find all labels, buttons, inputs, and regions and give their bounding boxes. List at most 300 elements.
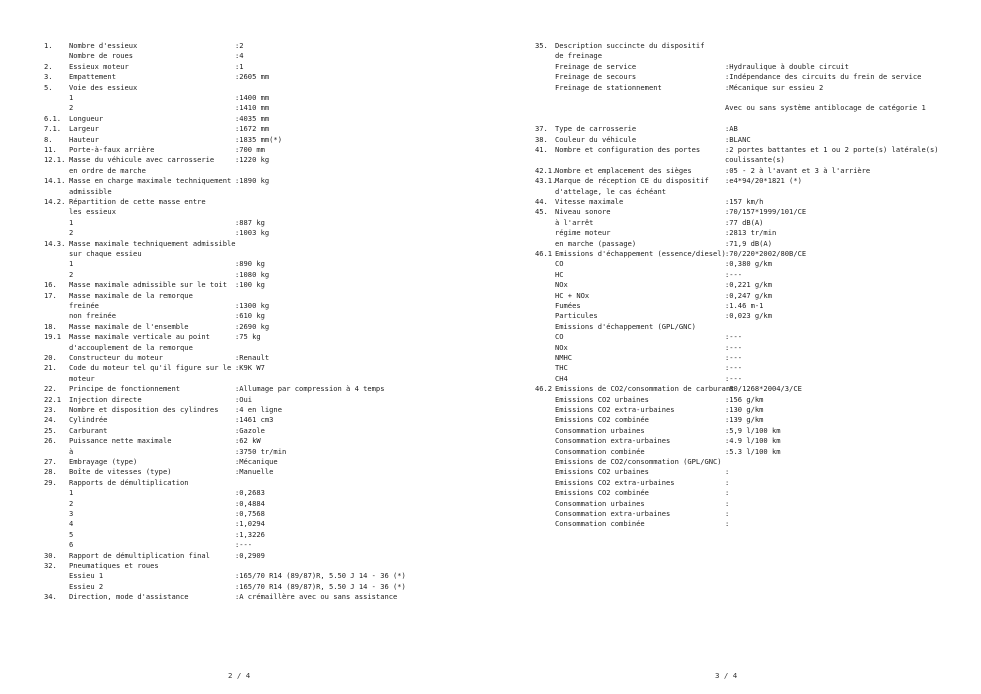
page-number: 2 / 4 xyxy=(228,671,251,680)
item-number: 7.1. xyxy=(44,124,62,134)
spec-row xyxy=(535,363,975,373)
item-label: Emissions CO2 combinée xyxy=(555,415,649,425)
item-label: HC + NOx xyxy=(555,290,590,300)
spec-row xyxy=(535,291,975,301)
item-label: NOx xyxy=(555,280,568,290)
item-value: :BLANC xyxy=(725,134,751,144)
item-number: 35. xyxy=(535,41,548,50)
item-label: à l'arrêt xyxy=(555,217,594,227)
spec-row xyxy=(535,395,975,405)
item-number: 2. xyxy=(44,61,53,71)
item-label: Hauteur xyxy=(69,134,99,144)
spec-row xyxy=(44,499,464,509)
spec-row xyxy=(44,478,464,488)
spec-row xyxy=(535,374,975,384)
spec-row xyxy=(44,114,464,124)
item-label: Emissions CO2 urbaines xyxy=(555,467,649,477)
spec-row xyxy=(44,384,464,394)
item-value: :1835 mm(*) xyxy=(235,134,282,144)
item-value: :e4*94/20*1821 (*) xyxy=(725,176,802,186)
item-label: Masse maximale techniquement admissible xyxy=(69,238,236,248)
item-label: Rapport de démultiplication final xyxy=(69,550,210,560)
item-label: Type de carrosserie xyxy=(555,124,637,134)
item-value: :156 g/km xyxy=(725,394,764,404)
spec-row xyxy=(535,436,975,446)
document-page-3 xyxy=(490,0,981,694)
spec-row xyxy=(44,249,464,259)
item-value: :5,9 l/100 km xyxy=(725,425,781,435)
spec-row xyxy=(44,51,464,61)
item-number: 17. xyxy=(44,290,57,300)
item-label: Essieu 2 xyxy=(69,581,104,591)
spec-row xyxy=(44,353,464,363)
item-label: Vitesse maximale xyxy=(555,197,624,206)
item-label: en marche (passage) xyxy=(555,238,637,248)
spec-row xyxy=(44,135,464,145)
spec-row xyxy=(44,280,464,290)
spec-row xyxy=(535,488,975,498)
item-value: :157 km/h xyxy=(725,197,764,206)
item-label: les essieux xyxy=(69,207,116,217)
item-value: :2690 kg xyxy=(235,321,270,331)
item-number: 46.2 xyxy=(535,384,553,394)
spec-row xyxy=(44,93,464,103)
item-number: 11. xyxy=(44,145,57,154)
spec-row xyxy=(535,322,975,332)
spec-row xyxy=(535,72,975,82)
item-number: 34. xyxy=(44,592,57,602)
spec-row xyxy=(535,499,975,509)
item-value: :70/220*2002/80B/CE xyxy=(725,249,807,258)
spec-row xyxy=(535,135,975,145)
spec-row xyxy=(44,488,464,498)
spec-row xyxy=(44,41,464,51)
spec-row xyxy=(44,374,464,384)
item-number: 18. xyxy=(44,321,57,331)
item-value: :--- xyxy=(725,332,743,342)
item-number: 5. xyxy=(44,82,53,92)
item-value: : xyxy=(725,488,730,498)
spec-row xyxy=(44,540,464,550)
item-label: freinée xyxy=(69,301,99,310)
spec-row xyxy=(535,509,975,519)
item-label: Rapports de démultiplication xyxy=(69,477,189,487)
spec-row xyxy=(535,145,975,155)
item-number: 29. xyxy=(44,477,57,487)
item-value: :2605 mm xyxy=(235,72,270,82)
spec-row xyxy=(44,270,464,280)
spec-row xyxy=(535,384,975,394)
item-value: :--- xyxy=(725,363,743,373)
item-label: Carburant xyxy=(69,425,108,435)
item-value: :2 xyxy=(235,41,244,50)
item-number: 19.1 xyxy=(44,332,62,342)
item-value: :Oui xyxy=(235,394,253,404)
item-value: :0,023 g/km xyxy=(725,311,772,321)
spec-row xyxy=(44,571,464,581)
item-label: Marque de réception CE du dispositif xyxy=(555,176,709,186)
item-label: Nombre de roues xyxy=(69,51,134,61)
spec-row xyxy=(44,395,464,405)
spec-row xyxy=(535,457,975,467)
item-label: Emissions de CO2/consommation de carburant xyxy=(555,384,735,394)
spec-row xyxy=(535,447,975,457)
item-number: 14.1. xyxy=(44,176,66,186)
item-label: Empattement xyxy=(69,72,116,82)
item-value: :1890 kg xyxy=(235,176,270,186)
spec-row xyxy=(44,239,464,249)
item-value: coulissante(s) xyxy=(725,155,785,165)
item-number: 20. xyxy=(44,353,57,362)
item-value: :1 xyxy=(235,61,244,71)
spec-row xyxy=(535,114,975,124)
spec-row xyxy=(44,363,464,373)
item-value: : xyxy=(725,519,730,529)
item-label: Emissions d'échappement (GPL/GNC) xyxy=(555,321,696,331)
item-value: :A crémaillère avec ou sans assistance xyxy=(235,592,398,602)
item-value: :2813 tr/min xyxy=(725,228,777,238)
spec-row xyxy=(535,415,975,425)
item-value: Avec ou sans système antiblocage de catégorie 1 xyxy=(725,103,926,113)
spec-row xyxy=(535,239,975,249)
spec-row xyxy=(44,291,464,301)
item-label: Masse maximale admissible sur le toit xyxy=(69,280,228,290)
item-number: 43.1. xyxy=(535,176,557,186)
spec-row xyxy=(535,62,975,72)
spec-row xyxy=(44,301,464,311)
spec-row xyxy=(44,447,464,457)
spec-row xyxy=(535,176,975,186)
item-label: 1 xyxy=(69,217,74,227)
spec-row xyxy=(44,322,464,332)
item-label: CO xyxy=(555,259,564,269)
item-value: :1220 kg xyxy=(235,155,270,165)
spec-row xyxy=(44,155,464,165)
spec-row xyxy=(44,176,464,186)
item-label: 5 xyxy=(69,529,74,539)
item-value: :0,247 g/km xyxy=(725,290,772,300)
item-number: 8. xyxy=(44,134,53,144)
item-number: 24. xyxy=(44,415,57,425)
item-number: 22. xyxy=(44,384,57,394)
item-label: en ordre de marche xyxy=(69,165,146,175)
item-label: Emissions de CO2/consommation (GPL/GNC) xyxy=(555,457,722,466)
item-label: Masse maximale de la remorque xyxy=(69,290,193,300)
item-label: Porte-à-faux arrière xyxy=(69,145,155,154)
item-label: Nombre et emplacement des sièges xyxy=(555,165,692,175)
item-label: Emissions CO2 extra-urbaines xyxy=(555,477,675,487)
item-label: Description succincte du dispositif xyxy=(555,41,705,50)
item-value: :Mécanique sur essieu 2 xyxy=(725,82,824,92)
item-value: : xyxy=(725,477,730,487)
spec-row xyxy=(535,332,975,342)
item-value: :165/70 R14 (89/87)R, 5.50 J 14 - 36 (*) xyxy=(235,571,406,581)
item-value: :0,4884 xyxy=(235,498,265,508)
document-page-2 xyxy=(0,0,490,694)
item-number: 44. xyxy=(535,197,548,206)
item-label: Puissance nette maximale xyxy=(69,436,172,446)
spec-row xyxy=(535,103,975,113)
spec-row xyxy=(44,187,464,197)
item-label: Nombre d'essieux xyxy=(69,41,138,50)
item-label: de freinage xyxy=(555,51,602,61)
item-value: :2 portes battantes et 1 ou 2 porte(s) latérale(s) xyxy=(725,145,939,154)
item-value: :1.46 m-1 xyxy=(725,301,764,310)
spec-row xyxy=(44,197,464,207)
item-number: 42.1. xyxy=(535,165,557,175)
item-label: Principe de fonctionnement xyxy=(69,384,181,394)
item-label: Particules xyxy=(555,311,598,321)
item-label: Fumées xyxy=(555,301,581,310)
item-label: Boîte de vitesses (type) xyxy=(69,467,172,477)
spec-row xyxy=(535,353,975,363)
spec-row xyxy=(44,530,464,540)
item-label: 2 xyxy=(69,103,74,113)
item-label: Essieux moteur xyxy=(69,61,129,71)
item-value: :610 kg xyxy=(235,311,265,321)
spec-row xyxy=(44,72,464,82)
item-value: :4035 mm xyxy=(235,113,270,123)
spec-row xyxy=(44,343,464,353)
item-label: Emissions CO2 extra-urbaines xyxy=(555,405,675,414)
item-value: :890 kg xyxy=(235,259,265,269)
item-label: 2 xyxy=(69,498,74,508)
spec-row xyxy=(44,551,464,561)
item-value: :Mécanique xyxy=(235,457,278,466)
item-label: Masse maximale de l'ensemble xyxy=(69,321,189,331)
item-label: Masse en charge maximale techniquement xyxy=(69,176,232,186)
item-value: :1400 mm xyxy=(235,93,270,102)
item-label: 4 xyxy=(69,519,74,529)
item-label: NMHC xyxy=(555,353,573,362)
item-number: 6.1. xyxy=(44,113,62,123)
item-value: :1461 cm3 xyxy=(235,415,274,425)
spec-row xyxy=(535,166,975,176)
item-number: 14.2. xyxy=(44,197,66,206)
item-label: moteur xyxy=(69,373,95,383)
item-value: :Indépendance des circuits du frein de service xyxy=(725,72,922,82)
spec-row xyxy=(44,509,464,519)
item-label: admissible xyxy=(69,186,112,196)
item-number: 1. xyxy=(44,41,53,50)
item-value: :--- xyxy=(725,342,743,352)
item-value: : xyxy=(725,467,730,477)
spec-row xyxy=(44,582,464,592)
item-value: :62 kW xyxy=(235,436,261,446)
item-label: Masse maximale verticale au point xyxy=(69,332,210,342)
item-value: :4 en ligne xyxy=(235,405,282,414)
item-label: THC xyxy=(555,363,568,373)
item-value: :Hydraulique à double circuit xyxy=(725,61,849,71)
item-label: NOx xyxy=(555,342,568,352)
spec-row xyxy=(535,405,975,415)
spec-row xyxy=(535,83,975,93)
spec-row xyxy=(535,51,975,61)
item-label: Essieu 1 xyxy=(69,571,104,581)
item-number: 14.3. xyxy=(44,238,66,248)
item-value: :K9K W7 xyxy=(235,363,265,373)
spec-row xyxy=(44,561,464,571)
item-label: d'accouplement de la remorque xyxy=(69,342,193,352)
item-label: Freinage de service xyxy=(555,61,637,71)
spec-row xyxy=(44,259,464,269)
item-number: 27. xyxy=(44,457,57,466)
spec-row xyxy=(535,280,975,290)
item-label: Consommation extra-urbaines xyxy=(555,509,671,518)
item-number: 26. xyxy=(44,436,57,446)
spec-row xyxy=(44,124,464,134)
spec-row xyxy=(535,155,975,165)
spec-row xyxy=(535,249,975,259)
item-label: Nombre et configuration des portes xyxy=(555,145,701,154)
item-value: :Allumage par compression à 4 temps xyxy=(235,384,385,394)
spec-row xyxy=(535,478,975,488)
spec-row xyxy=(44,415,464,425)
item-value: :3750 tr/min xyxy=(235,446,287,456)
spec-row xyxy=(535,197,975,207)
spec-row xyxy=(535,270,975,280)
spec-row xyxy=(535,301,975,311)
item-label: 3 xyxy=(69,509,74,518)
spec-row xyxy=(44,457,464,467)
item-value: :70/157*1999/101/CE xyxy=(725,207,807,217)
item-label: Largeur xyxy=(69,124,99,134)
item-value: :80/1268*2004/3/CE xyxy=(725,384,802,394)
item-value: :1,0294 xyxy=(235,519,265,529)
item-number: 45. xyxy=(535,207,548,217)
item-label: non freinée xyxy=(69,311,116,321)
spec-row xyxy=(535,343,975,353)
item-label: 2 xyxy=(69,269,74,279)
item-label: Constructeur du moteur xyxy=(69,353,163,362)
item-label: Consommation combinée xyxy=(555,519,645,529)
item-value: : xyxy=(725,509,730,518)
item-label: Couleur du véhicule xyxy=(555,134,637,144)
item-number: 22.1 xyxy=(44,394,62,404)
item-label: CH4 xyxy=(555,373,568,383)
item-label: Embrayage (type) xyxy=(69,457,138,466)
item-value: :0,2683 xyxy=(235,488,265,498)
item-label: Consommation urbaines xyxy=(555,498,645,508)
item-value: :75 kg xyxy=(235,332,261,342)
spec-row xyxy=(44,405,464,415)
item-value: :0,221 g/km xyxy=(725,280,772,290)
item-label: Consommation extra-urbaines xyxy=(555,436,671,446)
item-value: :700 mm xyxy=(235,145,265,154)
item-number: 46.1 xyxy=(535,249,553,258)
item-number: 25. xyxy=(44,425,57,435)
item-label: Code du moteur tel qu'il figure sur le xyxy=(69,363,232,373)
item-value: :887 kg xyxy=(235,217,265,227)
item-value: :1410 mm xyxy=(235,103,270,113)
item-label: Freinage de stationnement xyxy=(555,82,662,92)
spec-row xyxy=(44,145,464,155)
item-value: :0,380 g/km xyxy=(725,259,772,269)
item-label: Consommation urbaines xyxy=(555,425,645,435)
spec-row xyxy=(535,259,975,269)
spec-row xyxy=(535,41,975,51)
item-label: CO xyxy=(555,332,564,342)
spec-row xyxy=(535,467,975,477)
item-value: :--- xyxy=(725,269,743,279)
item-value: : xyxy=(725,498,730,508)
item-value: :71,9 dB(A) xyxy=(725,238,772,248)
spec-row xyxy=(44,436,464,446)
spec-row xyxy=(535,218,975,228)
item-label: 1 xyxy=(69,259,74,269)
item-number: 32. xyxy=(44,561,57,570)
item-value: :0,2909 xyxy=(235,550,265,560)
item-value: :165/70 R14 (89/87)R, 5.50 J 14 - 36 (*) xyxy=(235,581,406,591)
spec-row xyxy=(44,103,464,113)
item-label: Niveau sonore xyxy=(555,207,611,217)
item-value: :5.3 l/100 km xyxy=(725,446,781,456)
spec-row xyxy=(44,218,464,228)
item-value: :1672 mm xyxy=(235,124,270,134)
item-value: :AB xyxy=(725,124,738,134)
spec-row xyxy=(535,93,975,103)
item-label: Emissions d'échappement (essence/diesel) xyxy=(555,249,726,258)
item-number: 37. xyxy=(535,124,548,134)
item-value: :1003 kg xyxy=(235,228,270,238)
item-number: 38. xyxy=(535,134,548,144)
item-label: Emissions CO2 combinée xyxy=(555,488,649,498)
item-label: Nombre et disposition des cylindres xyxy=(69,405,219,414)
item-label: Injection directe xyxy=(69,394,142,404)
spec-row xyxy=(44,332,464,342)
item-label: Pneumatiques et roues xyxy=(69,561,159,570)
item-label: Cylindrée xyxy=(69,415,108,425)
spec-row xyxy=(44,207,464,217)
item-label: d'attelage, le cas échéant xyxy=(555,186,667,196)
item-value: :--- xyxy=(725,373,743,383)
item-label: 2 xyxy=(69,228,74,238)
item-value: :0,7568 xyxy=(235,509,265,518)
item-value: :4.9 l/100 km xyxy=(725,436,781,446)
item-value: :130 g/km xyxy=(725,405,764,414)
item-value: :Gazole xyxy=(235,425,265,435)
item-label: Voie des essieux xyxy=(69,82,138,92)
item-label: 1 xyxy=(69,488,74,498)
spec-row xyxy=(535,187,975,197)
item-label: Répartition de cette masse entre xyxy=(69,197,206,206)
item-value: :77 dB(A) xyxy=(725,217,764,227)
spec-row xyxy=(535,228,975,238)
item-label: régime moteur xyxy=(555,228,611,238)
spec-row xyxy=(44,83,464,93)
item-number: 30. xyxy=(44,550,57,560)
item-label: sur chaque essieu xyxy=(69,249,142,258)
item-label: Emissions CO2 urbaines xyxy=(555,394,649,404)
item-number: 21. xyxy=(44,363,57,373)
item-value: :139 g/km xyxy=(725,415,764,425)
item-value: :4 xyxy=(235,51,244,61)
item-value: :100 kg xyxy=(235,280,265,290)
spec-row xyxy=(535,426,975,436)
page-number: 3 / 4 xyxy=(715,671,738,680)
spec-row xyxy=(44,166,464,176)
item-label: Longueur xyxy=(69,113,104,123)
item-label: 1 xyxy=(69,93,74,102)
item-label: Freinage de secours xyxy=(555,72,637,82)
spec-row xyxy=(44,519,464,529)
spec-row xyxy=(535,311,975,321)
spec-row xyxy=(44,467,464,477)
spec-row xyxy=(535,124,975,134)
item-number: 16. xyxy=(44,280,57,290)
item-value: :1,3226 xyxy=(235,529,265,539)
item-value: :Manuelle xyxy=(235,467,274,477)
